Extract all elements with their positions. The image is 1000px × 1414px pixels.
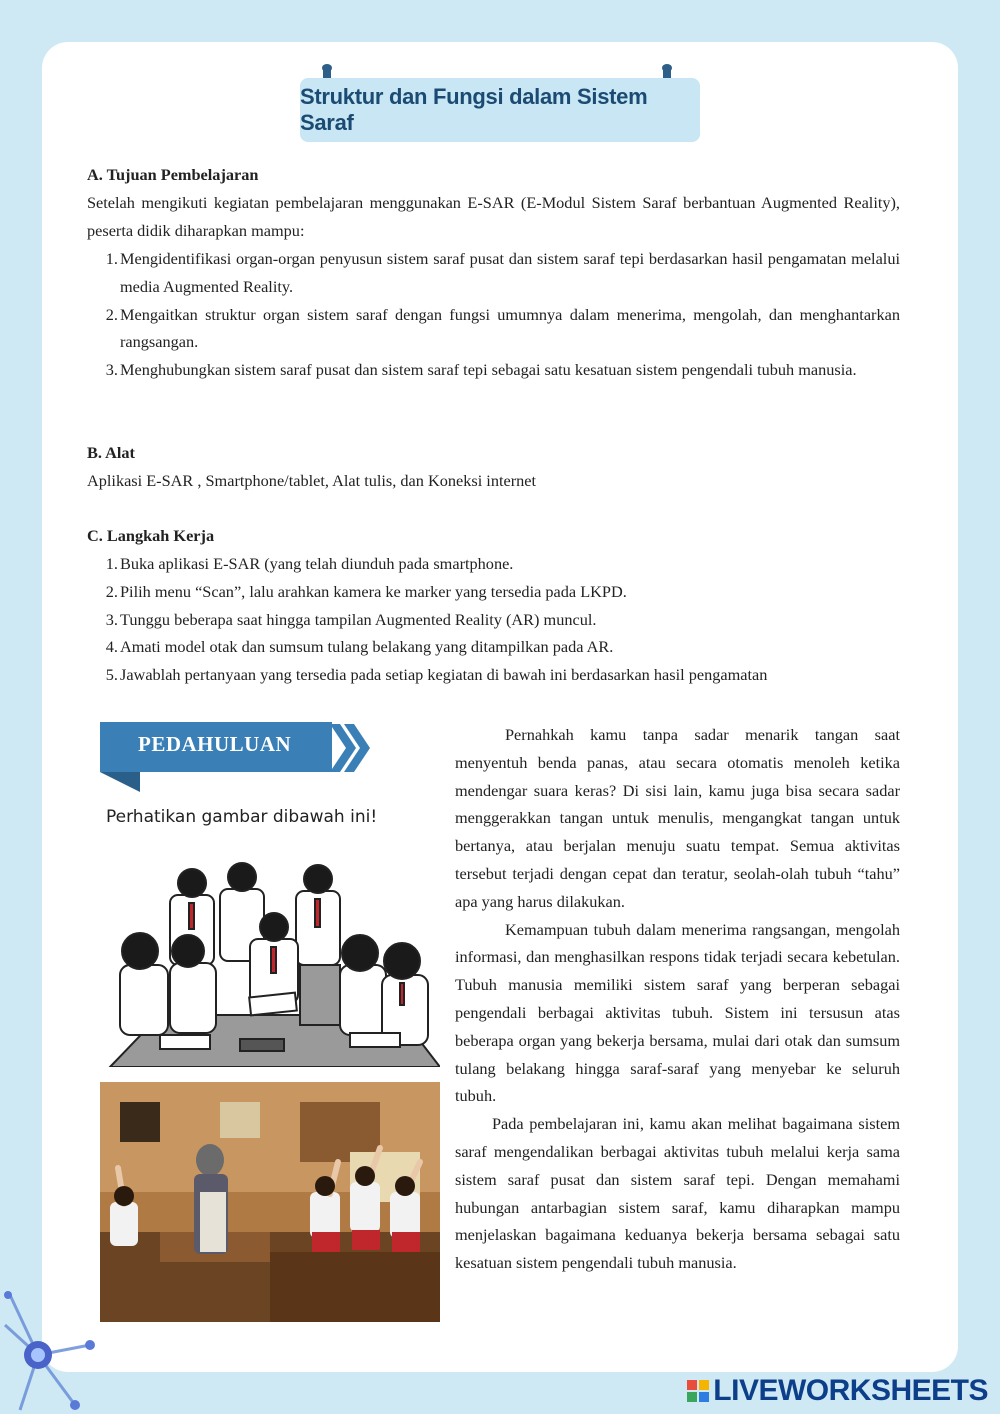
section-a-intro: Setelah mengikuti kegiatan pembelajaran menggunakan E-SAR (E-Modul Sistem Saraf berbantuan Augmented Reality), peserta didik diharapkan mampu: [87, 193, 900, 240]
list-item: 3. Tunggu beberapa saat hingga tampilan Augmented Reality (AR) muncul. [105, 609, 597, 629]
intro-paragraphs [455, 721, 900, 1277]
list-item: 2. Mengaitkan struktur organ sistem saraf dengan fungsi umumnya dalam menerima, mengolah, dan menghantarkan rangsangan. [105, 304, 900, 352]
banner-label: PEDAHULUAN [138, 732, 292, 756]
list-item: 1. Mengidentifikasi organ-organ penyusun sistem saraf pusat dan sistem saraf tepi berdasarkan hasil pengamatan melalui media Augmented Reality. [105, 249, 900, 296]
list-item: 4. Amati model otak dan sumsum tulang belakang yang ditampilkan pada AR. [105, 637, 614, 657]
liveworksheets-logo: LIVEWORKSHEETS [687, 1374, 988, 1408]
section-b-heading: B. Alat [87, 443, 135, 462]
banner-fold [100, 772, 140, 792]
paragraph-2: Kemampuan tubuh dalam menerima rangsangan, mengolah informasi, dan menghasilkan respons tidak terjadi secara kebetulan. Tubuh manusia memiliki sistem saraf yang berperan sebagai pengendali berbagai aktivitas tubuh. Sistem ini tersusun atas beberapa organ yang bekerja bersama, mulai dari otak dan sumsum tulang belakang hingga saraf-saraf yang menyebar ke seluruh tubuh. [455, 919, 900, 1106]
section-a-heading: A. Tujuan Pembelajaran [87, 165, 259, 184]
classroom-photo [100, 1082, 440, 1322]
section-c-heading: C. Langkah Kerja [87, 526, 215, 545]
paragraph-1: Pernahkah kamu tanpa sadar menarik tangan saat menyentuh benda panas, atau secara otomatis menoleh ketika mendengar suara keras? Di sisi lain, kamu juga bisa secara sadar menggerakkan tangan untuk menulis, mengangkat tangan untuk bertanya, atau berjalan menuju suatu tempat. Semua aktivitas tersebut terjadi dengan cepat dan teratur, seolah-olah tubuh “tahu” apa yang harus dilakukan. [455, 725, 900, 911]
list-item: 5. Jawablah pertanyaan yang tersedia pada setiap kegiatan di bawah ini berdasarkan hasil pengamatan [105, 665, 768, 685]
section-banner [100, 722, 332, 772]
section-b-text: Aplikasi E-SAR , Smartphone/tablet, Alat tulis, dan Koneksi internet [87, 471, 537, 490]
paragraph-3: Pada pembelajaran ini, kamu akan melihat bagaimana sistem saraf mengendalikan berbagai aktivitas tubuh melalui kerja sama sistem saraf pusat dan sistem saraf tepi. Dengan memahami hubungan antarbagian sistem saraf, kamu diharapkan mampu menjelaskan bagaimana keduanya bekerja bersama sebagai satu kesatuan sistem pengendali tubuh manusia. [455, 1114, 900, 1273]
list-item: 1. Buka aplikasi E-SAR (yang telah diunduh pada smartphone. [105, 554, 514, 573]
liveworksheets-mark-icon [687, 1380, 709, 1402]
title-box [300, 78, 700, 142]
list-item: 2. Pilih menu “Scan”, lalu arahkan kamera ke marker yang tersedia pada LKPD. [105, 581, 627, 601]
page-title: Struktur dan Fungsi dalam Sistem Saraf [300, 84, 648, 135]
students-illustration [100, 855, 440, 1067]
list-item: 3. Menghubungkan sistem saraf pusat dan sistem saraf tepi sebagai satu kesatuan sistem pengendali tubuh manusia. [105, 360, 857, 380]
section-c-list [100, 550, 900, 689]
instruction-text: Perhatikan gambar dibawah ini! [106, 807, 378, 827]
section-a-list [100, 245, 900, 384]
banner-chevron-icon [330, 724, 374, 772]
neuron-decoration-icon [0, 1285, 110, 1414]
